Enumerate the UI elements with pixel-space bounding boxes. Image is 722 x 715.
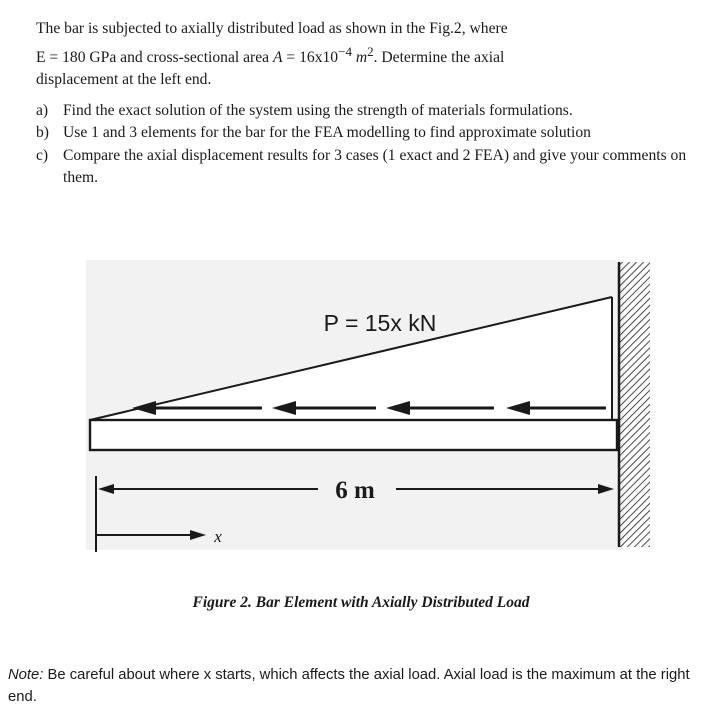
intro-line-3: displacement at the left end. [36,71,212,89]
load-label: P = 15x kN [323,310,437,336]
area-symbol: A [273,48,283,66]
length-label: 6 m [335,477,375,504]
note [8,664,708,708]
task-label: c) [36,146,49,164]
x-axis-label: x [214,527,222,546]
area-equals: = 16x10 [282,48,339,66]
wall-hatching [620,262,650,547]
note-label: Note: [8,667,44,683]
area-unit-exponent: 2 [367,43,374,59]
task-text: Compare the axial displacement results for 3 cases (1 exact and 2 FEA) and give your comments on them. [63,146,687,187]
bar [90,420,617,450]
task-label: a) [36,101,49,119]
task-text: Use 1 and 3 elements for the bar for the FEA modelling to find approximate solution [63,124,591,142]
note-text: Be careful about where x starts, which affects the axial load. Axial load is the maximum at the right end. [8,667,690,705]
intro-line-1: The bar is subjected to axially distributed load as shown in the Fig.2, where [36,20,508,37]
intro-line-2-prefix: E = 180 GPa and cross-sectional area [36,48,273,66]
area-unit: m [351,48,368,66]
area-exponent: −4 [338,43,352,59]
intro-line-2-suffix: . Determine the axial [373,48,505,66]
figure-caption: Figure 2. Bar Element with Axially Distributed Load [192,594,530,611]
task-label: b) [36,124,49,142]
task-text: Find the exact solution of the system using the strength of materials formulations. [63,101,573,119]
